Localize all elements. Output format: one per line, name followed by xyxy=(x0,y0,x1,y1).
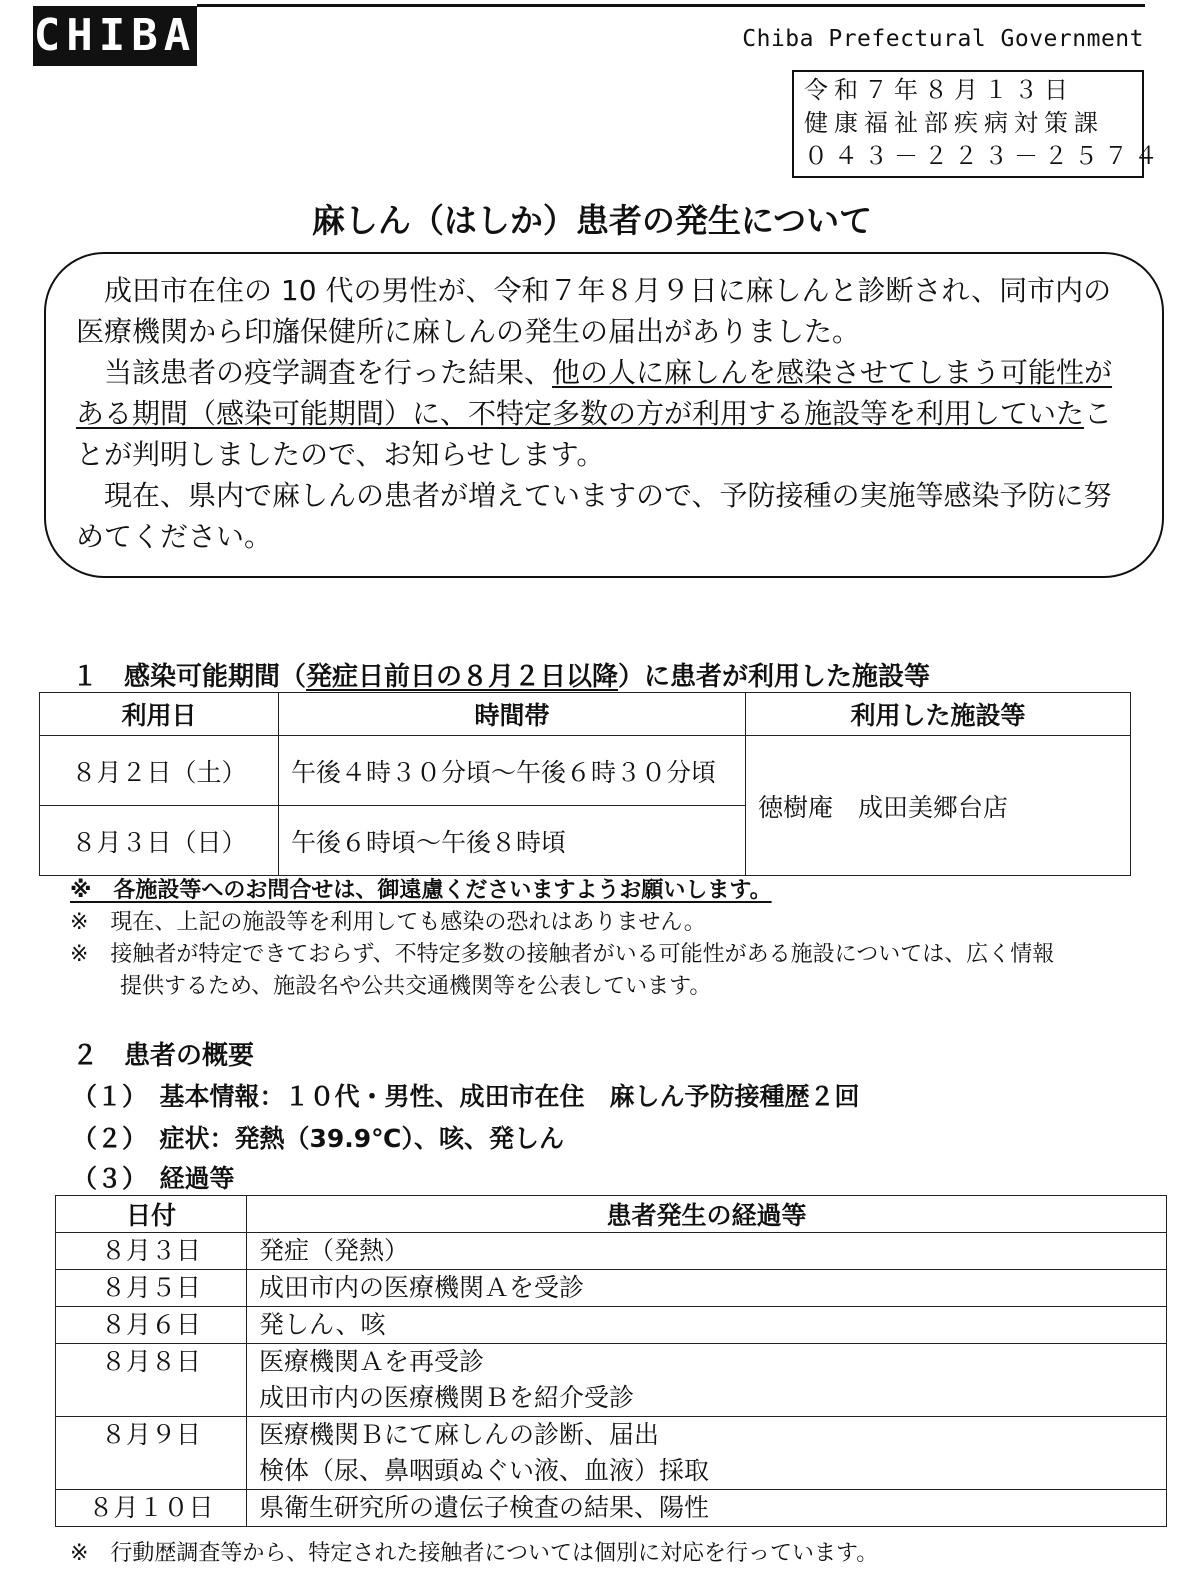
section-1-heading xyxy=(72,656,930,693)
progress-table-header xyxy=(56,1196,1167,1233)
issuer-info-box xyxy=(792,70,1164,178)
section-1-notes xyxy=(70,875,1130,1003)
cell-progress xyxy=(247,1490,1167,1527)
column-header-time: 時間帯 xyxy=(279,693,746,736)
page-title: 麻しん（はしか）患者の発生について xyxy=(311,201,873,240)
cell-time: 午後４時３０分頃～午後６時３０分頃 xyxy=(279,736,746,806)
progress-line: 医療機関Ｂにて麻しんの診断、届出 xyxy=(259,1420,660,1449)
summary-text-2a: 当該患者の疫学調査を行った結果、 xyxy=(104,356,553,389)
contact-phone: ０４３－２２３－２５７４ xyxy=(804,142,1164,170)
table-row xyxy=(56,1270,1167,1307)
column-header-facility: 利用した施設等 xyxy=(746,693,1131,736)
cell-facility: 徳樹庵 成田美郷台店 xyxy=(746,736,1131,876)
progress-table xyxy=(55,1195,1167,1527)
table-row xyxy=(56,1417,1167,1490)
cell-progress xyxy=(247,1344,1167,1417)
cell-date: ８月１０日 xyxy=(56,1490,247,1527)
table-row xyxy=(56,1344,1167,1417)
section-1-heading-suffix: ）に患者が利用した施設等 xyxy=(618,662,931,692)
column-header-date: 利用日 xyxy=(40,693,279,736)
government-name: Chiba Prefectural Government xyxy=(742,26,1144,52)
progress-line: 成田市内の医療機関Ａを受診 xyxy=(259,1273,585,1302)
basic-info: （１） 基本情報：１０代・男性、成田市在住 麻しん予防接種歴２回 xyxy=(72,1082,860,1111)
symptoms: （２） 症状：発熱（39.9℃）、咳、発しん xyxy=(72,1124,564,1153)
issuing-department: 健康福祉部疾病対策課 xyxy=(804,109,1104,137)
column-header-progress: 患者発生の経過等 xyxy=(247,1196,1167,1233)
cell-date: ８月５日 xyxy=(56,1270,247,1307)
progress-heading: （３） 経過等 xyxy=(72,1164,235,1193)
cell-time: 午後６時頃～午後８時頃 xyxy=(279,806,746,876)
section-2-heading: ２ 患者の概要 xyxy=(72,1041,255,1071)
note-3-continuation: 提供するため、施設名や公共交通機関等を公表しています。 xyxy=(120,974,712,999)
progress-line: 検体（尿、鼻咽頭ぬぐい液、血液）採取 xyxy=(259,1456,710,1485)
table-row xyxy=(40,736,1131,806)
table-row xyxy=(56,1233,1167,1270)
cell-progress xyxy=(247,1270,1167,1307)
table-row xyxy=(56,1490,1167,1527)
cell-date: ８月８日 xyxy=(56,1344,247,1417)
summary-text-3: 現在、県内で麻しんの患者が増えていますので、予防接種の実施等感染予防に努めてください。 xyxy=(76,479,1112,553)
column-header-date: 日付 xyxy=(56,1196,247,1233)
progress-line: 県衛生研究所の遺伝子検査の結果、陽性 xyxy=(259,1493,710,1522)
summary-paragraph-1 xyxy=(76,270,1134,352)
progress-line: 医療機関Ａを再受診 xyxy=(259,1347,485,1376)
cell-progress xyxy=(247,1307,1167,1344)
cell-date: ８月６日 xyxy=(56,1307,247,1344)
progress-line: 発症（発熱） xyxy=(259,1236,410,1265)
progress-line: 発しん、咳 xyxy=(259,1310,386,1339)
issue-date: 令和７年８月１３日 xyxy=(804,76,1074,104)
cell-progress xyxy=(247,1233,1167,1270)
facility-table-header xyxy=(40,693,1131,736)
summary-text-2b: ことが判明しましたので、お知らせします。 xyxy=(76,397,1113,471)
chiba-logo: CHIBA xyxy=(33,6,197,66)
cell-date: ８月３日（日） xyxy=(40,806,279,876)
summary-paragraph-3 xyxy=(76,475,1134,557)
progress-line: 成田市内の医療機関Ｂを紹介受診 xyxy=(259,1383,635,1412)
summary-paragraph-2 xyxy=(76,352,1134,475)
cell-date: ８月９日 xyxy=(56,1417,247,1490)
cell-date: ８月２日（土） xyxy=(40,736,279,806)
section-2-note: ※ 行動歴調査等から、特定された接触者については個別に対応を行っています。 xyxy=(70,1541,879,1566)
note-3: ※ 接触者が特定できておらず、不特定多数の接触者がいる可能性がある施設については、広く情報 xyxy=(70,942,1055,967)
cell-date: ８月３日 xyxy=(56,1233,247,1270)
section-1-heading-underlined: 発症日前日の８月２日以降 xyxy=(306,662,619,692)
summary-text-2-underlined: 他の人に麻しんを感染させてしまう可能性がある期間（感染可能期間）に、不特定多数の方が利用する施設等を利用していた xyxy=(76,356,1113,430)
facility-table xyxy=(39,692,1131,876)
section-1-heading-prefix: １ 感染可能期間（ xyxy=(72,662,307,692)
table-row xyxy=(56,1307,1167,1344)
header-rule xyxy=(197,4,1145,7)
summary-text-1: 成田市在住の 10 代の男性が、令和７年８月９日に麻しんと診断され、同市内の医療機関から印旛保健所に麻しんの発生の届出がありました。 xyxy=(76,274,1112,348)
note-1: ※ 各施設等へのお問合せは、御遠慮くださいますようお願いします。 xyxy=(70,878,772,903)
summary-box xyxy=(44,252,1164,578)
note-2: ※ 現在、上記の施設等を利用しても感染の恐れはありません。 xyxy=(70,910,706,935)
cell-progress xyxy=(247,1417,1167,1490)
